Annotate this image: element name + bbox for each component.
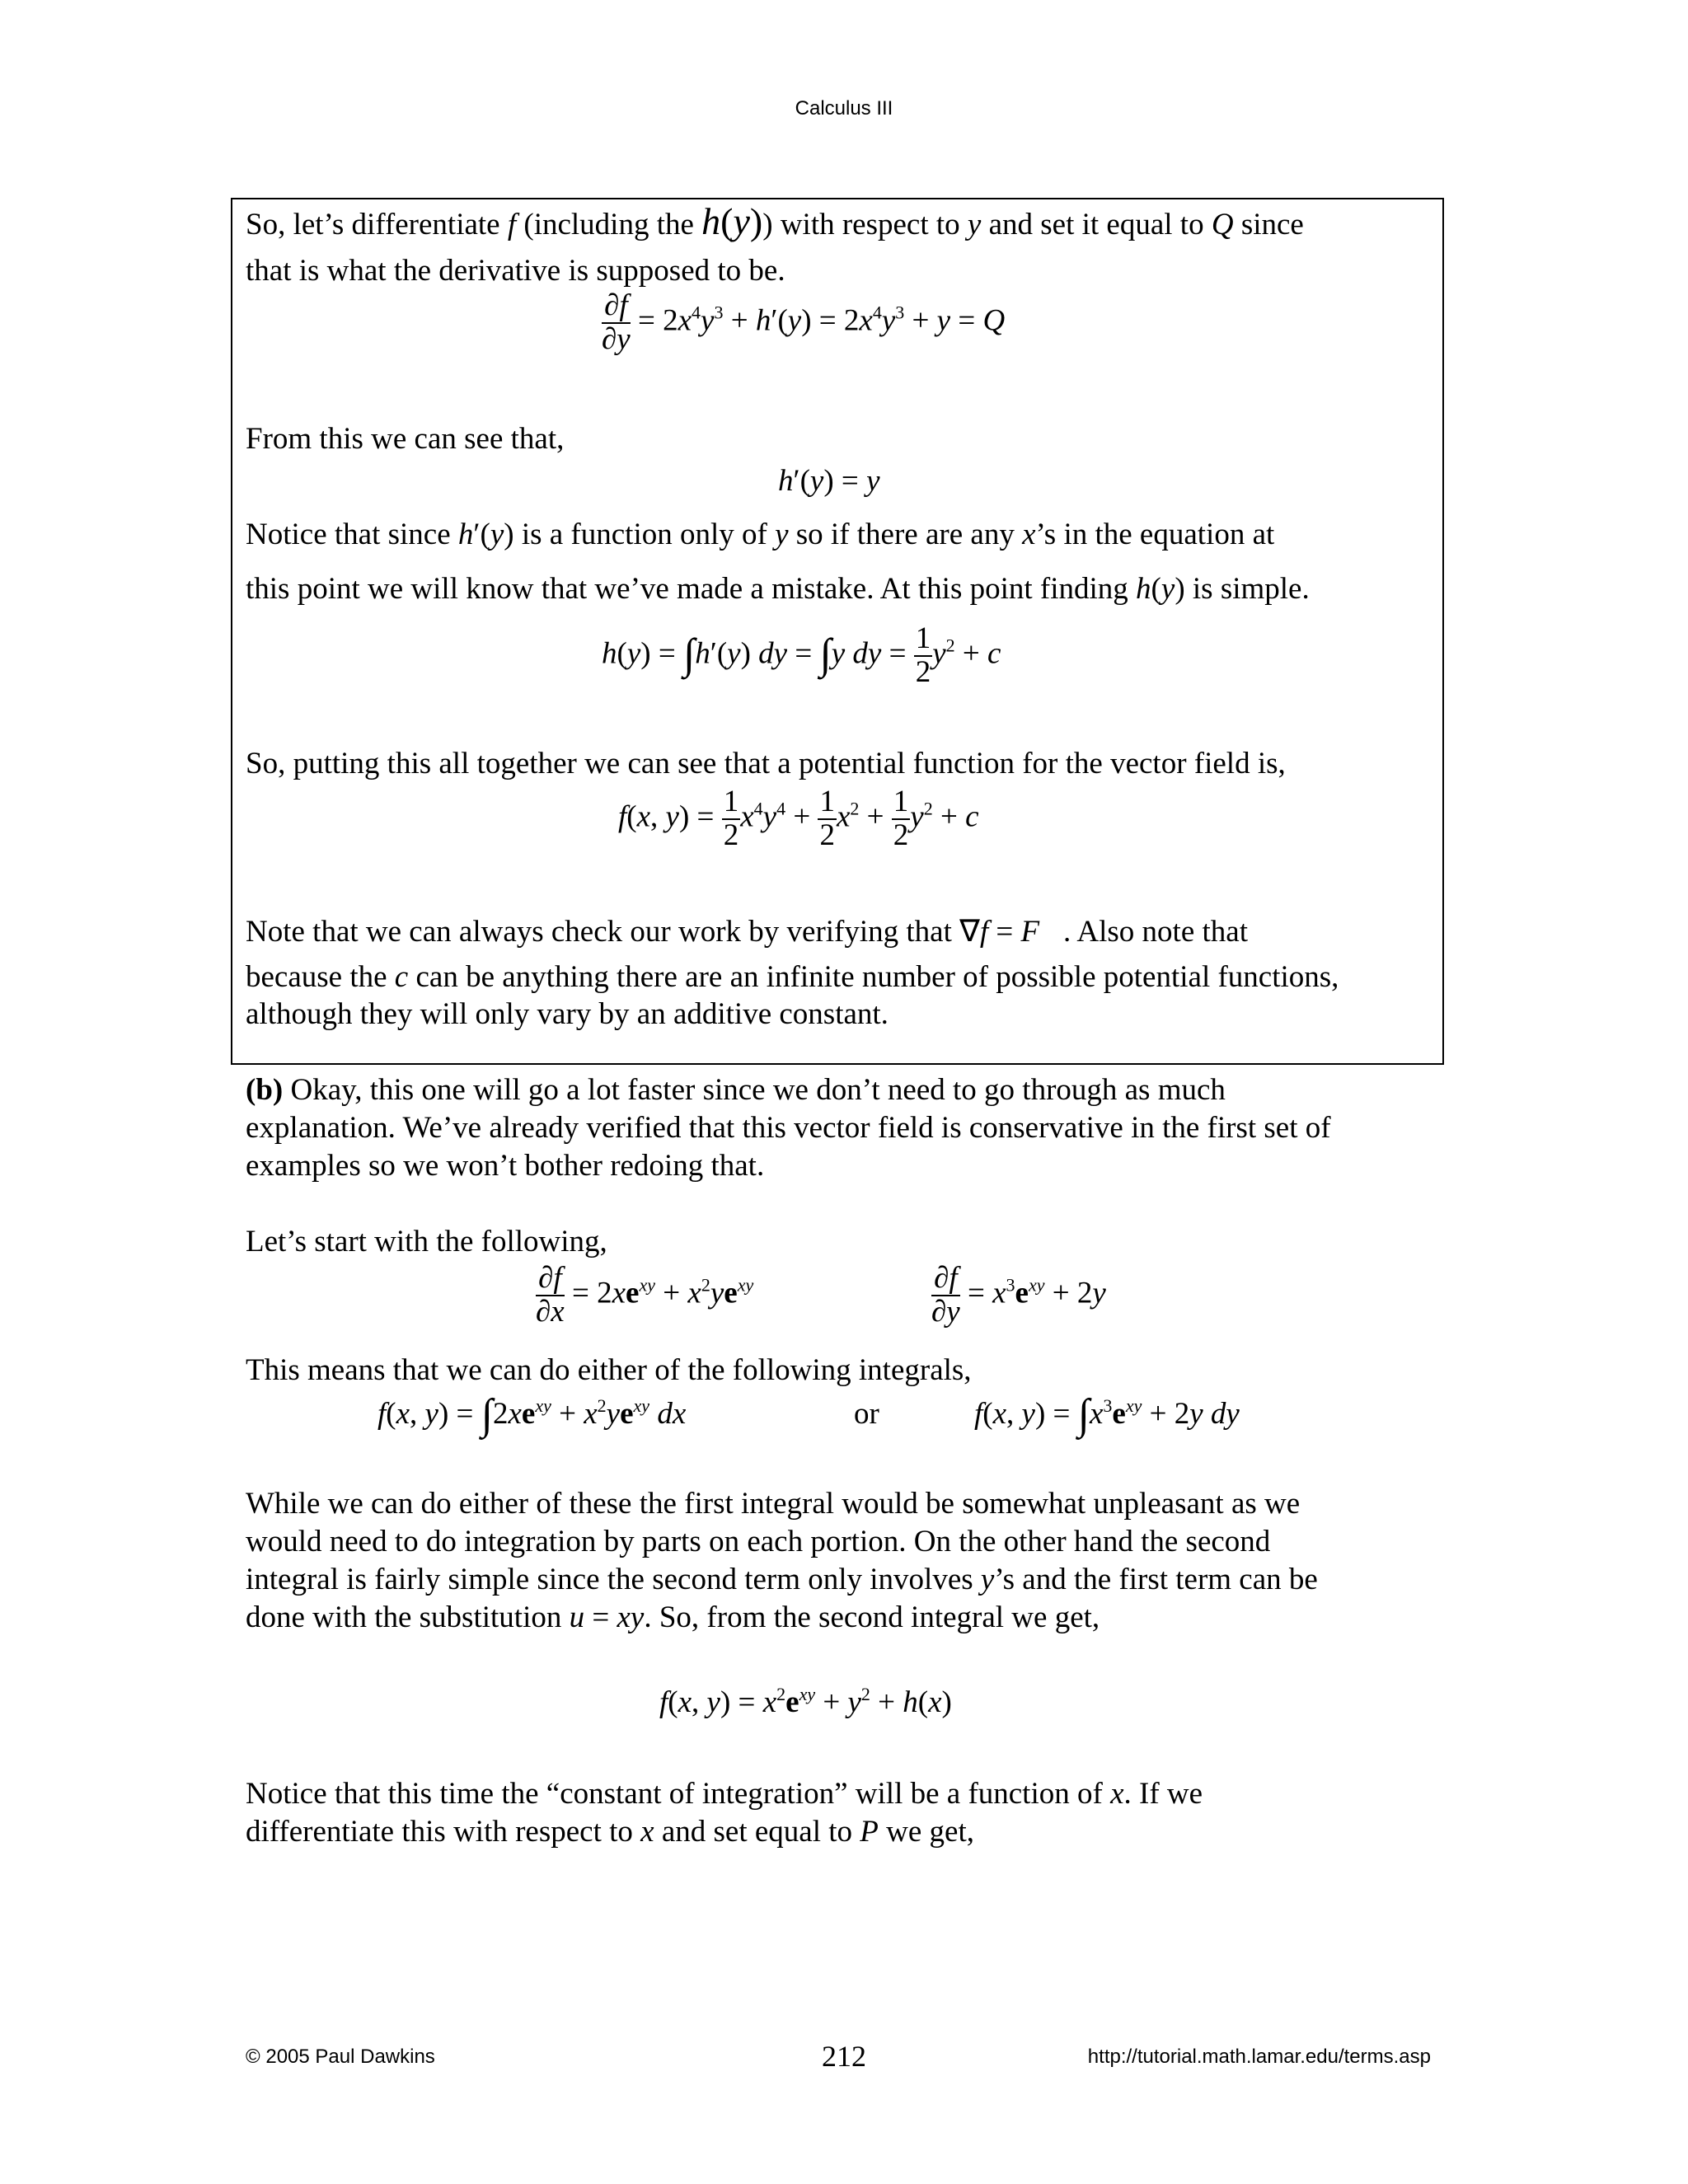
equation-potential-a: f(x, y) = $\frac{1}{2}$ $x^4y^4$ + $\frac{1}{2}$ $x^2$ + $\frac{1}{2}$ $y^2 + c$ [618, 785, 979, 852]
equation-integral-y: f(x, $y) = \int x^3e^{xy} + 2y$ dy [974, 1391, 1240, 1438]
equation-df-dx: $\frac{\partial f}{\partial x}$ = $2xe^{xy} + x^2ye^{xy}$ [536, 1261, 754, 1329]
paragraph-9-line-3: integral is fairly simple since the second term only involves y’s and the first term can be [246, 1563, 1318, 1596]
paragraph-3-line-2: this point we will know that we’ve made a mistake. At this point finding h(y) is simple. [246, 572, 1310, 606]
page-number: 212 [822, 2040, 866, 2073]
paragraph-3-line-1: Notice that since h′(y) is a function only of y so if there are any x’s in the equation at [246, 518, 1275, 551]
paragraph-7: Let’s start with the following, [246, 1225, 607, 1258]
paragraph-5-line-2: because the c can be anything there are an infinite number of possible potential functions, [246, 960, 1339, 994]
equation-df-dy: $\frac{\partial f}{\partial y}$ = $2x^4y^3 + h'(y) = 2x^4y^3 + y = Q$ [602, 288, 1006, 356]
paragraph-10-line-2: differentiate this with respect to x and set equal to P we get, [246, 1815, 974, 1849]
paragraph-6-line-1: (b) Okay, this one will go a lot faster since we don’t need to go through as much [246, 1073, 1226, 1107]
page-header: Calculus III [795, 97, 893, 120]
paragraph-9-line-2: would need to do integration by parts on each portion. On the other hand the second [246, 1525, 1271, 1558]
paragraph-1-line-2: that is what the derivative is supposed to be. [246, 254, 785, 288]
paragraph-5-line-3: although they will only vary by an additive constant. [246, 997, 889, 1031]
paragraph-4: So, putting this all together we can see that a potential function for the vector field is, [246, 747, 1286, 780]
paragraph-6-line-2: explanation. We’ve already verified that this vector field is conservative in the first set of [246, 1111, 1331, 1145]
paragraph-8: This means that we can do either of the following integrals, [246, 1353, 972, 1387]
paragraph-10-line-1: Notice that this time the “constant of integration” will be a function of x. If we [246, 1777, 1203, 1811]
equation-potential-b: f(x, $y) = x^2e^{xy} + y^2 + h(x)$ [659, 1684, 952, 1719]
paragraph-9-line-4: done with the substitution u = xy. So, from the second integral we get, [246, 1601, 1100, 1634]
paragraph-9-line-1: While we can do either of these the first integral would be somewhat unpleasant as we [246, 1487, 1301, 1521]
equation-df-dy-b: $\frac{\partial f}{\partial y}$ = $x^3e^{xy} + 2y$ [931, 1261, 1106, 1329]
copyright: © 2005 Paul Dawkins [246, 2046, 435, 2068]
paragraph-6-line-3: examples so we won’t bother redoing that. [246, 1149, 765, 1183]
paragraph-1-line-1: So, let’s differentiate f (including the h(y)) with respect to y and set it equal to Q since [246, 200, 1304, 242]
equation-h-prime: h′(y) = y [778, 464, 880, 498]
paragraph-2: From this we can see that, [246, 422, 565, 456]
equation-integral-x: f(x, $y) = \int 2xe^{xy} + x^2ye^{xy}$ dx [377, 1391, 687, 1438]
equation-h-integral: h(y) = ∫h′(y) dy = ∫y dy = $\frac{1}{2}$ $y^2 + c$ [602, 621, 1001, 689]
paragraph-5-line-1: Note that we can always check our work by verifying that ∇f = F⃗. Also note that [246, 915, 1248, 949]
footer-url[interactable]: http://tutorial.math.lamar.edu/terms.asp [1087, 2046, 1431, 2068]
or-label: or [854, 1397, 879, 1431]
